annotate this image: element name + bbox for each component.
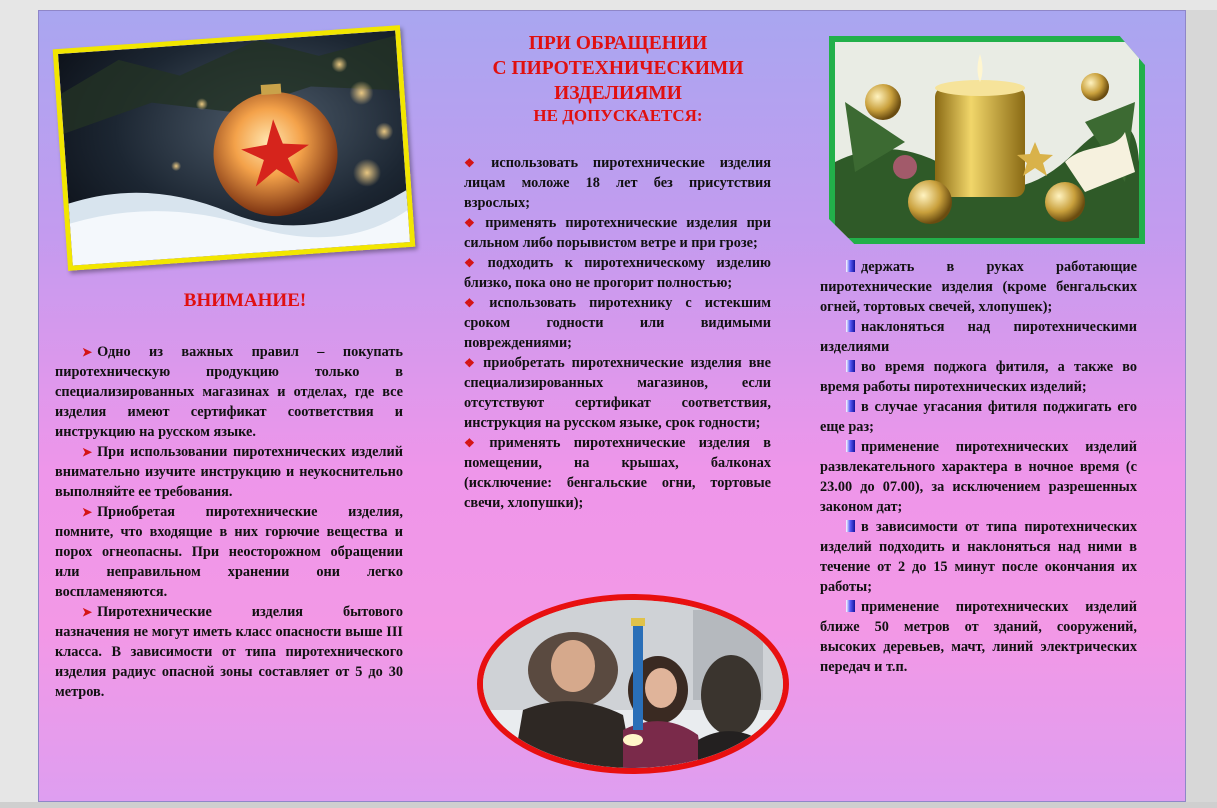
warning-heading: ВНИМАНИЕ! <box>183 290 307 311</box>
list-item: ❖ приобретать пиротехнические изделия вне специализированных магазинов, если отсутствуют сертификат соответствия, инструкция на русском языке, срок годности; <box>464 355 771 431</box>
red-diamond-icon: ❖ <box>464 256 483 270</box>
christmas-ornament-photo <box>53 25 416 271</box>
red-diamond-icon: ❖ <box>464 156 487 170</box>
middle-heading-line: С ПИРОТЕХНИЧЕСКИМИ <box>492 58 744 79</box>
people-with-fireworks-photo <box>477 594 789 774</box>
blue-gradient-square-icon <box>846 600 855 612</box>
list-item: ❖ использовать пиротехнику с истекшим сроком годности или видимыми повреждениями; <box>464 295 771 351</box>
red-diamond-icon: ❖ <box>464 296 485 310</box>
list-item: в случае угасания фитиля поджигать его еще раз; <box>820 399 1137 435</box>
red-diamond-icon: ❖ <box>464 216 481 230</box>
left-paragraph: ➤ Одно из важных правил – покупать пиротехническую продукцию только в специализированных магазинах и отделах, где все изделия имеют сертификат соответствия и инструкцию на русском языке. <box>55 344 403 440</box>
red-diamond-icon: ❖ <box>464 356 479 370</box>
middle-heading <box>462 31 774 126</box>
list-item: ❖ применять пиротехнические изделия при сильном либо порывистом ветре и при грозе; <box>464 215 771 251</box>
red-arrowhead-icon: ➤ <box>82 605 93 619</box>
middle-subheading: НЕ ДОПУСКАЕТСЯ: <box>533 106 703 125</box>
blue-gradient-square-icon <box>846 320 855 332</box>
blue-gradient-square-icon <box>846 360 855 372</box>
list-item: применение пиротехнических изделий ближе 50 метров от зданий, сооружений, высоких деревьев, мачт, линий электрических передач и т.п. <box>820 599 1137 675</box>
list-item: применение пиротехнических изделий развлекательного характера в ночное время (с 23.00 до 07.00), за исключением разрешенных законом дат; <box>820 439 1137 515</box>
blue-gradient-square-icon <box>846 260 855 272</box>
list-item: в зависимости от типа пиротехнических изделий подходить и наклоняться над ними в течение от 2 до 15 минут после окончания их работы; <box>820 519 1137 595</box>
vertical-scrollbar[interactable] <box>1186 10 1217 802</box>
middle-column-list <box>464 153 771 513</box>
left-column-text <box>55 342 403 702</box>
list-item: во время поджога фитиля, а также во время работы пиротехнических изделий; <box>820 359 1137 395</box>
list-item: держать в руках работающие пиротехнические изделия (кроме бенгальских огней, тортовых свечей, хлопушек); <box>820 259 1137 315</box>
list-item: ❖ применять пиротехнические изделия в помещении, на крышах, балконах (исключение: бенгальские огни, тортовые свечи, хлопушки); <box>464 435 771 511</box>
horizontal-scrollbar[interactable] <box>0 802 1217 808</box>
red-diamond-icon: ❖ <box>464 436 485 450</box>
list-item: наклоняться над пиротехническими изделиями <box>820 319 1137 355</box>
red-arrowhead-icon: ➤ <box>82 505 93 519</box>
left-paragraph: ➤ При использовании пиротехнических изделий внимательно изучите инструкцию и неукоснительно выполняйте ее требования. <box>55 444 403 500</box>
blue-gradient-square-icon <box>846 440 855 452</box>
middle-heading-line: ПРИ ОБРАЩЕНИИ <box>528 33 708 54</box>
blue-gradient-square-icon <box>846 520 855 532</box>
red-arrowhead-icon: ➤ <box>82 445 93 459</box>
red-arrowhead-icon: ➤ <box>82 345 93 359</box>
list-item: ❖ использовать пиротехнические изделия лицам моложе 18 лет без присутствия взрослых; <box>464 155 771 211</box>
right-column-list <box>820 257 1137 677</box>
blue-gradient-square-icon <box>846 400 855 412</box>
left-paragraph: ➤ Приобретая пиротехнические изделия, помните, что входящие в них горючие вещества и порох огнеопасны. При неосторожном обращении или неправильном хранении они легко воспламеняются. <box>55 504 403 600</box>
left-paragraph: ➤ Пиротехнические изделия бытового назначения не могут иметь класс опасности выше III класса. В зависимости от типа пиротехнического изделия радиус опасной зоны составляет от 5 до 30 метров. <box>55 604 403 700</box>
list-item: ❖ подходить к пиротехническому изделию близко, пока оно не прогорит полностью; <box>464 255 771 291</box>
golden-candle-photo <box>829 36 1145 244</box>
middle-heading-line: ИЗДЕЛИЯМИ <box>554 83 682 104</box>
